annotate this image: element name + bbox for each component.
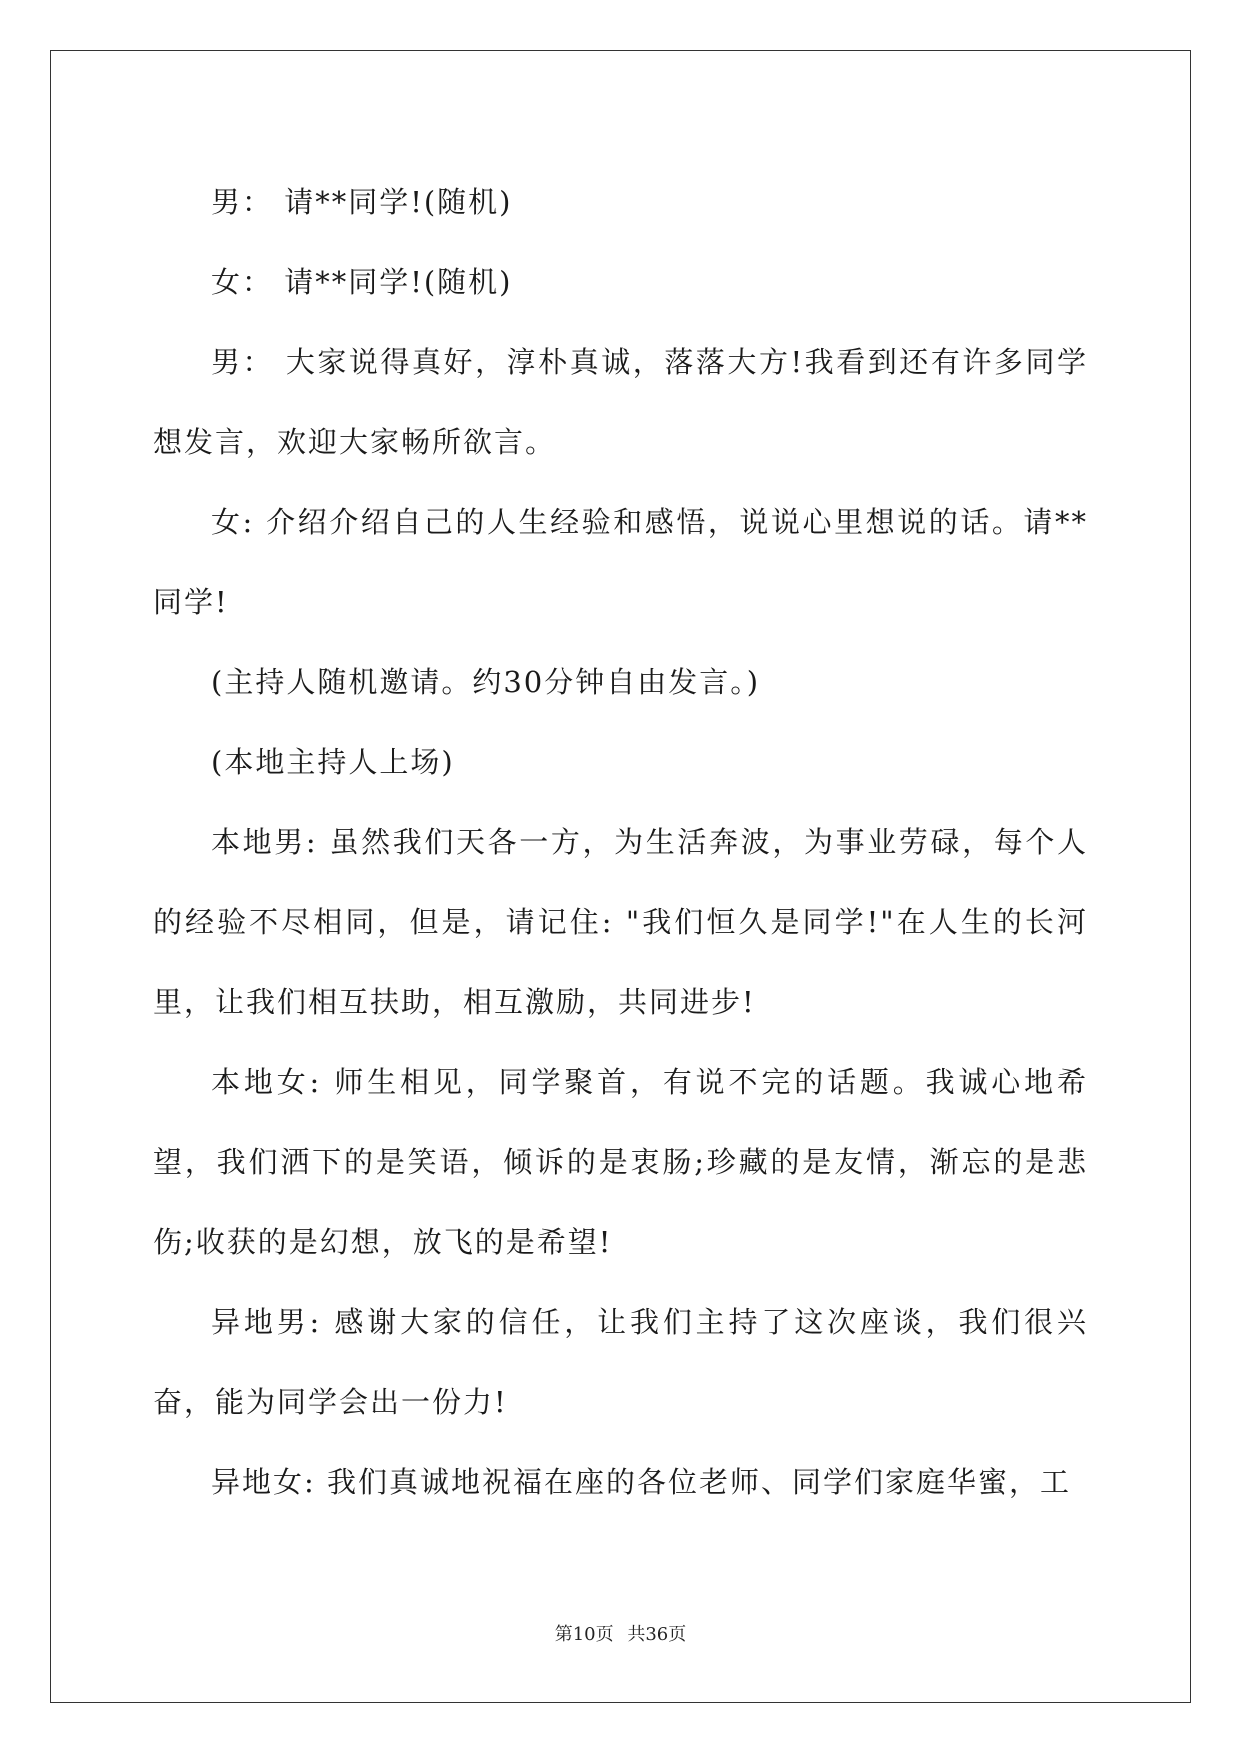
paragraph-7: 本地男: 虽然我们天各一方，为生活奔波，为事业劳碌，每个人的经验不尽相同，但是，请记住: "我们恒久是同学!"在人生的长河里，让我们相互扶助，相互激励，共同进步!: [153, 825, 1088, 1019]
paragraph-4: 女: 介绍介绍自己的人生经验和感悟，说说心里想说的话。请**同学!: [153, 505, 1088, 619]
paragraph-5: (主持人随机邀请。约30分钟自由发言。): [211, 665, 761, 699]
paragraph-9: 异地男: 感谢大家的信任，让我们主持了这次座谈，我们很兴奋，能为同学会出一份力!: [153, 1305, 1088, 1419]
paragraph-10: 异地女: 我们真诚地祝福在座的各位老师、同学们家庭华蜜，工: [211, 1465, 1071, 1499]
paragraph-6: (本地主持人上场): [211, 745, 455, 779]
paragraph-3: 男： 大家说得真好，淳朴真诚，落落大方!我看到还有许多同学想发言，欢迎大家畅所欲言。: [153, 345, 1088, 459]
paragraph-1: 男： 请**同学!(随机): [211, 185, 513, 219]
paragraph-2: 女： 请**同学!(随机): [211, 265, 513, 299]
page-total: 共36页: [627, 1624, 687, 1645]
document-body: [153, 162, 1088, 1522]
page-number: 第10页: [554, 1624, 614, 1645]
page-footer: [0, 1620, 1241, 1646]
paragraph-8: 本地女: 师生相见，同学聚首，有说不完的话题。我诚心地希望，我们洒下的是笑语，倾诉的是衷肠;珍藏的是友情，渐忘的是悲伤;收获的是幻想，放飞的是希望!: [153, 1065, 1088, 1259]
